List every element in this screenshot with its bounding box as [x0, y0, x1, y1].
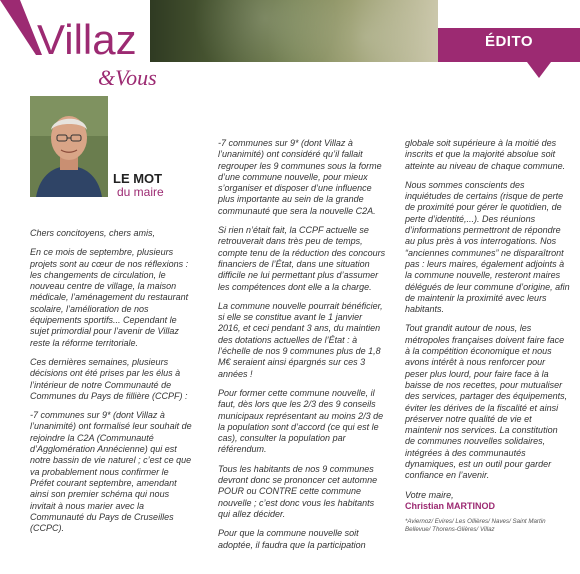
signature-line: Votre maire, [405, 489, 454, 500]
signature-name: Christian MARTINOD [405, 500, 495, 511]
paragraph: Nous sommes conscients des inquiétudes de certains (risque de perte de proximité pour gérer le quotidien, de perte d’identité,...). Des réunions d’informations permettront de répondre au plus près à vos interrogations. Nos “anciennes communes” ne disparaîtront pas : leurs maires, également adjoints à la commune nouvelle, resteront maires délégués de leur commune d’origine, afin de maintenir la proximité avec leurs habitants. [405, 179, 570, 315]
footnote: *Aviernoz/ Evires/ Les Ollières/ Naves/ Saint Martin Bellevue/ Thorens-Glières/ Villaz [405, 518, 546, 533]
down-arrow-icon [527, 62, 551, 78]
paragraph: En ce mois de septembre, plusieurs projets sont au cœur de nos réflexions : les changements de circulation, le nouveau centre de village, la maison médicale, l’aménagement du restaurant scolaire, l’amélioration de nos équipements sportifs... Cependant le sujet primordial pour l’avenir de Villaz reste la réforme territoriale. [30, 247, 189, 348]
paragraph: Tout grandit autour de nous, les métropoles françaises doivent faire face à la compétition économique et nous avons intérêt à nous renforcer pour peser plus lourd, pour faire face à la baisse de nos recettes, pour mutualiser des services, partager des équipements, éviter les dérives de la fiscalité et ainsi préserver notre qualité de vie et maintenir nos services. La constitution de communes nouvelles solidaires, intégrées à des communautés dynamiques, est un outil pour garder confiance en l’avenir. [405, 323, 568, 481]
paragraph: La commune nouvelle pourrait bénéficier, si elle se constitue avant le 1 janvier 2016, et ceci pendant 3 ans, du maintien des dotations actuelles de l’État : à l’échelle de nos 9 communes plus de 1,8 M€ seraient ainsi épargnés sur ces 3 années ! [218, 300, 383, 379]
mayor-block-title: LE MOT [113, 171, 163, 186]
article-column-3 [405, 138, 570, 533]
article-column-2 [218, 138, 386, 559]
paragraph: Tous les habitants de nos 9 communes devront donc se prononcer cet automne POUR ou CONTRE cette commune nouvelle ; c’est donc vous les habitants qui allez décider. [218, 463, 378, 519]
section-label: ÉDITO [484, 33, 534, 50]
paragraph: globale soit supérieure à la moitié des inscrits et que la majorité absolue soit atteinte au niveau de chaque commune. [405, 138, 566, 171]
paragraph: -7 communes sur 9* (dont Villaz à l’unanimité) ont considéré qu’il fallait regrouper les 9 communes sous la forme d’une commune nouvelle, pour mieux s’organiser et disposer d’une influence plus importante au sein de la grande communauté que sera la nouvelle C2A. [218, 138, 382, 216]
mayor-block-subtitle: du maire [117, 185, 164, 199]
mayor-portrait [30, 96, 108, 197]
villaz-logo [0, 0, 205, 95]
paragraph: Ces dernières semaines, plusieurs décisions ont été prises par les élus à l’intérieur de notre Communauté de Communes du Pays de fillière (CCPF) : [30, 356, 188, 401]
paragraph: Chers concitoyens, chers amis, [30, 228, 156, 238]
paragraph: Pour que la commune nouvelle soit adoptée, il faudra que la participation [218, 528, 366, 550]
logo-main-text: Villaz [37, 16, 137, 63]
paragraph: Pour former cette commune nouvelle, il faut, dès lors que les 2/3 des 9 conseils municipaux représentant au moins 2/3 de la population sont d’accord (ce qui est le cas), consulter la population par référendum. [218, 387, 384, 455]
paragraph: Si rien n’était fait, la CCPF actuelle se retrouverait dans très peu de temps, compte tenu de la réduction des concours financiers de l’État, dans une situation difficile ne lui permettant plus d’assumer les compétences dont elle a la charge. [218, 225, 386, 292]
logo-v-stroke [0, 0, 42, 55]
paragraph: -7 communes sur 9* (dont Villaz à l’unanimité) ont formalisé leur souhait de rejoindre la C2A (Communauté d’Agglomération Annécienne) qui est notre bassin de vie naturel ; c’est ce que va probablement nous confirmer le Préfet courant septembre, amendant ainsi son premier schéma qui nous invitait à nous marier avec la Communauté du Pays de Cruseilles (CCPC). [30, 410, 192, 534]
logo-sub-text: &Vous [98, 65, 157, 90]
article-column-1 [30, 228, 195, 542]
